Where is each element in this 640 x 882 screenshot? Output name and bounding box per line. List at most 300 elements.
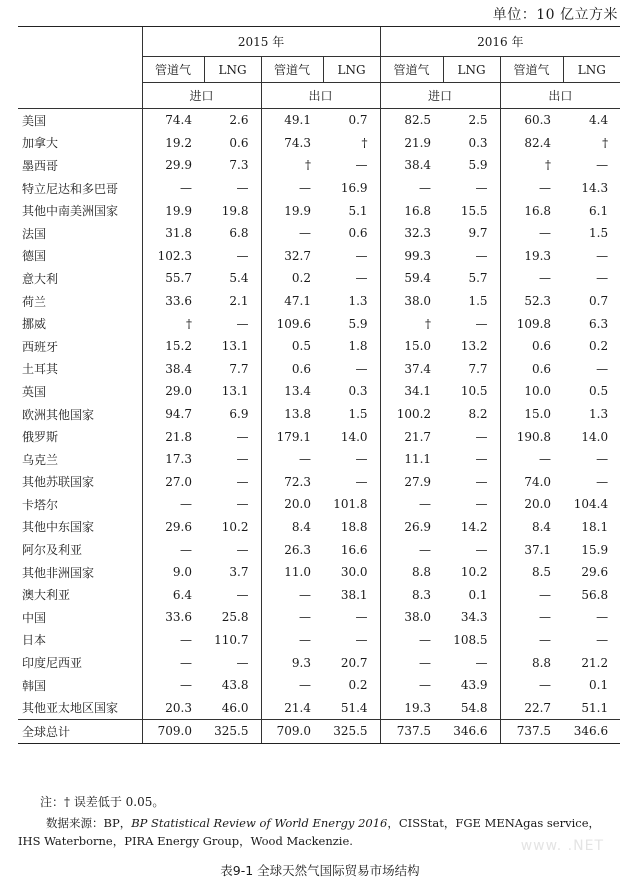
watermark: www. .NET xyxy=(520,838,604,854)
value-cell: 0.3 xyxy=(348,384,368,399)
region-name: 墨西哥 xyxy=(22,158,59,173)
value-cell: 56.8 xyxy=(581,587,609,602)
value-cell: 15.0 xyxy=(380,335,443,358)
value-cell: 0.7 xyxy=(348,113,368,128)
value-cell: 82.4 xyxy=(500,132,563,155)
value-cell: 33.6 xyxy=(142,606,204,629)
value-cell: 34.1 xyxy=(380,380,443,403)
value-cell: — xyxy=(596,248,609,263)
value-cell: — xyxy=(236,655,249,670)
value-cell: 709.0 xyxy=(261,720,323,744)
table-body xyxy=(18,109,620,744)
value-cell: 1.8 xyxy=(348,339,368,354)
region-name: 其他中南美洲国家 xyxy=(22,204,119,219)
value-cell: 19.8 xyxy=(221,203,249,218)
gas-trade-table xyxy=(18,26,620,744)
value-cell: — xyxy=(355,632,368,647)
value-cell: 14.2 xyxy=(460,519,488,534)
value-cell: 325.5 xyxy=(204,720,261,744)
table-row xyxy=(18,222,620,245)
region-name: 挪威 xyxy=(22,317,47,332)
value-cell: 38.1 xyxy=(340,587,368,602)
value-cell: — xyxy=(261,222,323,245)
value-cell: — xyxy=(500,267,563,290)
value-cell: 14.0 xyxy=(340,429,368,444)
value-cell: 108.5 xyxy=(453,632,488,647)
region-name: 法国 xyxy=(22,226,47,241)
value-cell: 6.3 xyxy=(589,316,609,331)
value-cell: 10.2 xyxy=(221,519,249,534)
value-cell: — xyxy=(500,222,563,245)
value-cell: — xyxy=(380,177,443,200)
table-row xyxy=(18,561,620,584)
value-cell: 20.7 xyxy=(340,655,368,670)
value-cell: 0.7 xyxy=(589,294,609,309)
value-cell: 20.0 xyxy=(261,493,323,516)
value-cell: 21.8 xyxy=(142,425,204,448)
value-cell: 10.2 xyxy=(460,565,488,580)
value-cell: 15.0 xyxy=(500,403,563,426)
table-row xyxy=(18,267,620,290)
value-cell: 55.7 xyxy=(142,267,204,290)
value-cell: 37.1 xyxy=(500,538,563,561)
value-cell: 0.6 xyxy=(229,135,249,150)
table-row xyxy=(18,651,620,674)
table-row xyxy=(18,629,620,652)
value-cell: 8.5 xyxy=(500,561,563,584)
table-row xyxy=(18,358,620,381)
value-cell: 29.9 xyxy=(142,154,204,177)
type-header: 管道气 xyxy=(142,57,204,83)
value-cell: 2.6 xyxy=(229,113,249,128)
value-cell: 15.5 xyxy=(460,203,488,218)
value-cell: 104.4 xyxy=(573,497,609,512)
direction-header-export: 出口 xyxy=(261,83,380,109)
value-cell: 0.2 xyxy=(589,339,609,354)
value-cell: — xyxy=(500,629,563,652)
value-cell: — xyxy=(380,651,443,674)
value-cell: — xyxy=(475,181,488,196)
value-cell: — xyxy=(236,587,249,602)
region-name: 德国 xyxy=(22,249,47,264)
value-cell: 1.5 xyxy=(468,294,488,309)
region-name: 英国 xyxy=(22,384,47,399)
table-row xyxy=(18,290,620,313)
value-cell: — xyxy=(596,271,609,286)
value-cell: † xyxy=(361,135,368,150)
value-cell: 33.6 xyxy=(142,290,204,313)
value-cell: 346.6 xyxy=(563,720,620,744)
value-cell: — xyxy=(596,158,609,173)
value-cell: 34.3 xyxy=(460,610,488,625)
value-cell: — xyxy=(475,474,488,489)
value-cell: 5.4 xyxy=(229,271,249,286)
value-cell: 19.3 xyxy=(500,245,563,268)
value-cell: 0.2 xyxy=(261,267,323,290)
value-cell: 26.9 xyxy=(380,516,443,539)
value-cell: 1.3 xyxy=(348,294,368,309)
value-cell: — xyxy=(355,474,368,489)
value-cell: 19.9 xyxy=(142,199,204,222)
value-cell: 17.3 xyxy=(142,448,204,471)
value-cell: 7.3 xyxy=(229,158,249,173)
value-cell: 38.0 xyxy=(380,606,443,629)
value-cell: 0.1 xyxy=(589,678,609,693)
value-cell: 13.1 xyxy=(221,339,249,354)
value-cell: 0.6 xyxy=(261,358,323,381)
value-cell: 100.2 xyxy=(380,403,443,426)
value-cell: 21.4 xyxy=(261,696,323,719)
value-cell: — xyxy=(236,474,249,489)
value-cell: 9.7 xyxy=(468,226,488,241)
value-cell: — xyxy=(355,452,368,467)
value-cell: 14.3 xyxy=(581,181,609,196)
value-cell: — xyxy=(236,429,249,444)
value-cell: 19.3 xyxy=(380,696,443,719)
region-name: 全球总计 xyxy=(18,720,142,744)
value-cell: 16.8 xyxy=(380,199,443,222)
value-cell: — xyxy=(261,674,323,697)
type-header: LNG xyxy=(323,57,380,83)
value-cell: 3.7 xyxy=(229,565,249,580)
region-name: 土耳其 xyxy=(22,362,59,377)
table-row xyxy=(18,245,620,268)
value-cell: 0.6 xyxy=(348,226,368,241)
value-cell: — xyxy=(142,538,204,561)
value-cell: 51.4 xyxy=(340,700,368,715)
region-name: 其他苏联国家 xyxy=(22,475,95,490)
value-cell: 99.3 xyxy=(380,245,443,268)
value-cell: — xyxy=(596,610,609,625)
value-cell: 109.8 xyxy=(500,312,563,335)
value-cell: — xyxy=(261,629,323,652)
region-name: 中国 xyxy=(22,610,47,625)
region-name: 荷兰 xyxy=(22,294,47,309)
value-cell: 51.1 xyxy=(581,700,609,715)
direction-header-export: 出口 xyxy=(500,83,620,109)
value-cell: 8.4 xyxy=(261,516,323,539)
value-cell: — xyxy=(500,606,563,629)
value-cell: 2.5 xyxy=(468,113,488,128)
table-row xyxy=(18,493,620,516)
year-header-2015: 2015 年 xyxy=(142,27,380,57)
value-cell: 29.6 xyxy=(581,565,609,580)
value-cell: 1.3 xyxy=(589,407,609,422)
value-cell: 49.1 xyxy=(261,109,323,132)
value-cell: 5.1 xyxy=(348,203,368,218)
region-name: 欧洲其他国家 xyxy=(22,407,95,422)
type-header: 管道气 xyxy=(380,57,443,83)
value-cell: † xyxy=(602,135,609,150)
value-cell: 737.5 xyxy=(500,720,563,744)
value-cell: — xyxy=(475,452,488,467)
type-header: LNG xyxy=(204,57,261,83)
value-cell: 60.3 xyxy=(500,109,563,132)
value-cell: — xyxy=(355,158,368,173)
value-cell: 37.4 xyxy=(380,358,443,381)
table-row xyxy=(18,606,620,629)
value-cell: 1.5 xyxy=(589,226,609,241)
value-cell: — xyxy=(261,606,323,629)
value-cell: 6.8 xyxy=(229,226,249,241)
value-cell: 43.9 xyxy=(460,678,488,693)
value-cell: 26.3 xyxy=(261,538,323,561)
value-cell: 54.8 xyxy=(460,700,488,715)
value-cell: 0.2 xyxy=(348,678,368,693)
value-cell: 72.3 xyxy=(261,471,323,494)
value-cell: 16.8 xyxy=(500,199,563,222)
value-cell: 18.8 xyxy=(340,519,368,534)
value-cell: 21.9 xyxy=(380,132,443,155)
value-cell: 46.0 xyxy=(221,700,249,715)
value-cell: 27.0 xyxy=(142,471,204,494)
value-cell: 2.1 xyxy=(229,294,249,309)
value-cell: — xyxy=(236,542,249,557)
value-cell: — xyxy=(500,448,563,471)
value-cell: — xyxy=(236,181,249,196)
table-row xyxy=(18,177,620,200)
region-name: 加拿大 xyxy=(22,136,59,151)
value-cell: — xyxy=(355,248,368,263)
region-name: 卡塔尔 xyxy=(22,497,59,512)
value-cell: 13.4 xyxy=(261,380,323,403)
value-cell: 8.4 xyxy=(500,516,563,539)
value-cell: 74.4 xyxy=(142,109,204,132)
value-cell: 22.7 xyxy=(500,696,563,719)
value-cell: † xyxy=(142,312,204,335)
unit-label: 单位：10 亿立方米 xyxy=(492,7,618,23)
direction-header-import: 进口 xyxy=(142,83,261,109)
value-cell: 52.3 xyxy=(500,290,563,313)
value-cell: 8.3 xyxy=(380,583,443,606)
region-name: 西班牙 xyxy=(22,339,59,354)
value-cell: 32.7 xyxy=(261,245,323,268)
value-cell: 31.8 xyxy=(142,222,204,245)
value-cell: 47.1 xyxy=(261,290,323,313)
table-row xyxy=(18,403,620,426)
value-cell: — xyxy=(142,493,204,516)
region-name: 特立尼达和多巴哥 xyxy=(22,181,119,196)
table-row xyxy=(18,312,620,335)
value-cell: 4.4 xyxy=(589,113,609,128)
value-cell: 10.5 xyxy=(460,384,488,399)
value-cell: 109.6 xyxy=(261,312,323,335)
source-rest: ，CISStat，FGE MENAgas service，IHS Waterborne，PIRA Energy Group，Wood Mackenzie. xyxy=(18,816,601,848)
table-row xyxy=(18,154,620,177)
value-cell: † xyxy=(380,312,443,335)
value-cell: — xyxy=(596,474,609,489)
value-cell: 737.5 xyxy=(380,720,443,744)
table-row xyxy=(18,538,620,561)
value-cell: 21.7 xyxy=(380,425,443,448)
table-row xyxy=(18,132,620,155)
table-row xyxy=(18,583,620,606)
value-cell: 38.4 xyxy=(142,358,204,381)
value-cell: 9.0 xyxy=(142,561,204,584)
value-cell: 20.0 xyxy=(500,493,563,516)
direction-header-import: 进口 xyxy=(380,83,500,109)
value-cell: 13.1 xyxy=(221,384,249,399)
value-cell: 43.8 xyxy=(221,678,249,693)
value-cell: 0.5 xyxy=(261,335,323,358)
value-cell: 6.1 xyxy=(589,203,609,218)
region-name: 其他中东国家 xyxy=(22,520,95,535)
value-cell: 82.5 xyxy=(380,109,443,132)
value-cell: 8.8 xyxy=(380,561,443,584)
corner-cell xyxy=(18,27,142,57)
value-cell: — xyxy=(475,429,488,444)
value-cell: 59.4 xyxy=(380,267,443,290)
value-cell: 709.0 xyxy=(142,720,204,744)
table-row xyxy=(18,674,620,697)
region-name: 阿尔及利亚 xyxy=(22,543,83,558)
value-cell: — xyxy=(380,538,443,561)
region-name: 印度尼西亚 xyxy=(22,656,83,671)
value-cell: 6.9 xyxy=(229,407,249,422)
table-row xyxy=(18,425,620,448)
value-cell: 19.9 xyxy=(261,199,323,222)
value-cell: 11.0 xyxy=(261,561,323,584)
value-cell: 21.2 xyxy=(581,655,609,670)
value-cell: — xyxy=(261,448,323,471)
value-cell: — xyxy=(475,542,488,557)
value-cell: 0.1 xyxy=(468,587,488,602)
value-cell: — xyxy=(596,361,609,376)
value-cell: — xyxy=(380,493,443,516)
table-row xyxy=(18,380,620,403)
value-cell: 94.7 xyxy=(142,403,204,426)
value-cell: — xyxy=(500,177,563,200)
value-cell: — xyxy=(500,674,563,697)
value-cell: — xyxy=(475,497,488,512)
value-cell: 8.8 xyxy=(500,651,563,674)
value-cell: 16.9 xyxy=(340,181,368,196)
value-cell: — xyxy=(142,177,204,200)
value-cell: 29.6 xyxy=(142,516,204,539)
value-cell: 29.0 xyxy=(142,380,204,403)
region-name: 澳大利亚 xyxy=(22,588,71,603)
value-cell: — xyxy=(475,655,488,670)
table-row xyxy=(18,696,620,719)
region-name: 美国 xyxy=(22,113,47,128)
value-cell: † xyxy=(500,154,563,177)
value-cell: 5.9 xyxy=(348,316,368,331)
value-cell: 18.1 xyxy=(581,519,609,534)
value-cell: — xyxy=(142,651,204,674)
value-cell: 9.3 xyxy=(261,651,323,674)
value-cell: 0.6 xyxy=(500,358,563,381)
region-name: 日本 xyxy=(22,633,47,648)
value-cell: — xyxy=(236,248,249,263)
value-cell: — xyxy=(475,248,488,263)
region-name: 意大利 xyxy=(22,271,59,286)
table-row xyxy=(18,471,620,494)
value-cell: 6.4 xyxy=(142,583,204,606)
value-cell: — xyxy=(380,674,443,697)
value-cell: — xyxy=(355,271,368,286)
value-cell: 325.5 xyxy=(323,720,380,744)
value-cell: 11.1 xyxy=(380,448,443,471)
value-cell: — xyxy=(261,177,323,200)
value-cell: † xyxy=(261,154,323,177)
value-cell: — xyxy=(475,316,488,331)
value-cell: 13.8 xyxy=(261,403,323,426)
region-name: 其他亚太地区国家 xyxy=(22,701,119,716)
value-cell: 190.8 xyxy=(500,425,563,448)
type-header: 管道气 xyxy=(261,57,323,83)
value-cell: — xyxy=(236,316,249,331)
total-row xyxy=(18,720,620,744)
table-row xyxy=(18,109,620,132)
value-cell: 0.3 xyxy=(468,135,488,150)
value-cell: — xyxy=(355,361,368,376)
table-row xyxy=(18,199,620,222)
value-cell: 20.3 xyxy=(142,696,204,719)
year-header-2016: 2016 年 xyxy=(380,27,620,57)
value-cell: 74.3 xyxy=(261,132,323,155)
region-name: 韩国 xyxy=(22,678,47,693)
region-name: 俄罗斯 xyxy=(22,430,59,445)
value-cell: 16.6 xyxy=(340,542,368,557)
type-header: LNG xyxy=(443,57,500,83)
value-cell: 0.5 xyxy=(589,384,609,399)
value-cell: — xyxy=(261,583,323,606)
value-cell: 110.7 xyxy=(214,632,249,647)
value-cell: 1.5 xyxy=(348,407,368,422)
value-cell: 10.0 xyxy=(500,380,563,403)
value-cell: 19.2 xyxy=(142,132,204,155)
value-cell: 102.3 xyxy=(142,245,204,268)
value-cell: — xyxy=(380,629,443,652)
value-cell: 30.0 xyxy=(340,565,368,580)
value-cell: 179.1 xyxy=(261,425,323,448)
value-cell: — xyxy=(236,452,249,467)
table-row xyxy=(18,448,620,471)
value-cell: 38.4 xyxy=(380,154,443,177)
value-cell: 38.0 xyxy=(380,290,443,313)
value-cell: 346.6 xyxy=(443,720,500,744)
value-cell: — xyxy=(500,583,563,606)
value-cell: 25.8 xyxy=(221,610,249,625)
value-cell: 5.7 xyxy=(468,271,488,286)
value-cell: — xyxy=(142,629,204,652)
value-cell: — xyxy=(142,674,204,697)
value-cell: 74.0 xyxy=(500,471,563,494)
value-cell: 27.9 xyxy=(380,471,443,494)
value-cell: 7.7 xyxy=(468,361,488,376)
table-row xyxy=(18,335,620,358)
value-cell: 0.6 xyxy=(500,335,563,358)
value-cell: — xyxy=(596,452,609,467)
value-cell: 7.7 xyxy=(229,361,249,376)
value-cell: — xyxy=(355,610,368,625)
type-header: 管道气 xyxy=(500,57,563,83)
value-cell: 14.0 xyxy=(581,429,609,444)
value-cell: 8.2 xyxy=(468,407,488,422)
value-cell: 32.3 xyxy=(380,222,443,245)
source-title: BP Statistical Review of World Energy 2016 xyxy=(131,816,388,830)
value-cell: 13.2 xyxy=(460,339,488,354)
table-row xyxy=(18,516,620,539)
type-header: LNG xyxy=(563,57,620,83)
region-name: 乌克兰 xyxy=(22,452,59,467)
value-cell: 15.9 xyxy=(581,542,609,557)
value-cell: 101.8 xyxy=(333,497,368,512)
value-cell: — xyxy=(236,497,249,512)
source-prefix: 数据来源：BP， xyxy=(46,816,132,830)
value-cell: 5.9 xyxy=(468,158,488,173)
footnote: 注：† 误差低于 0.05。 xyxy=(40,795,165,809)
